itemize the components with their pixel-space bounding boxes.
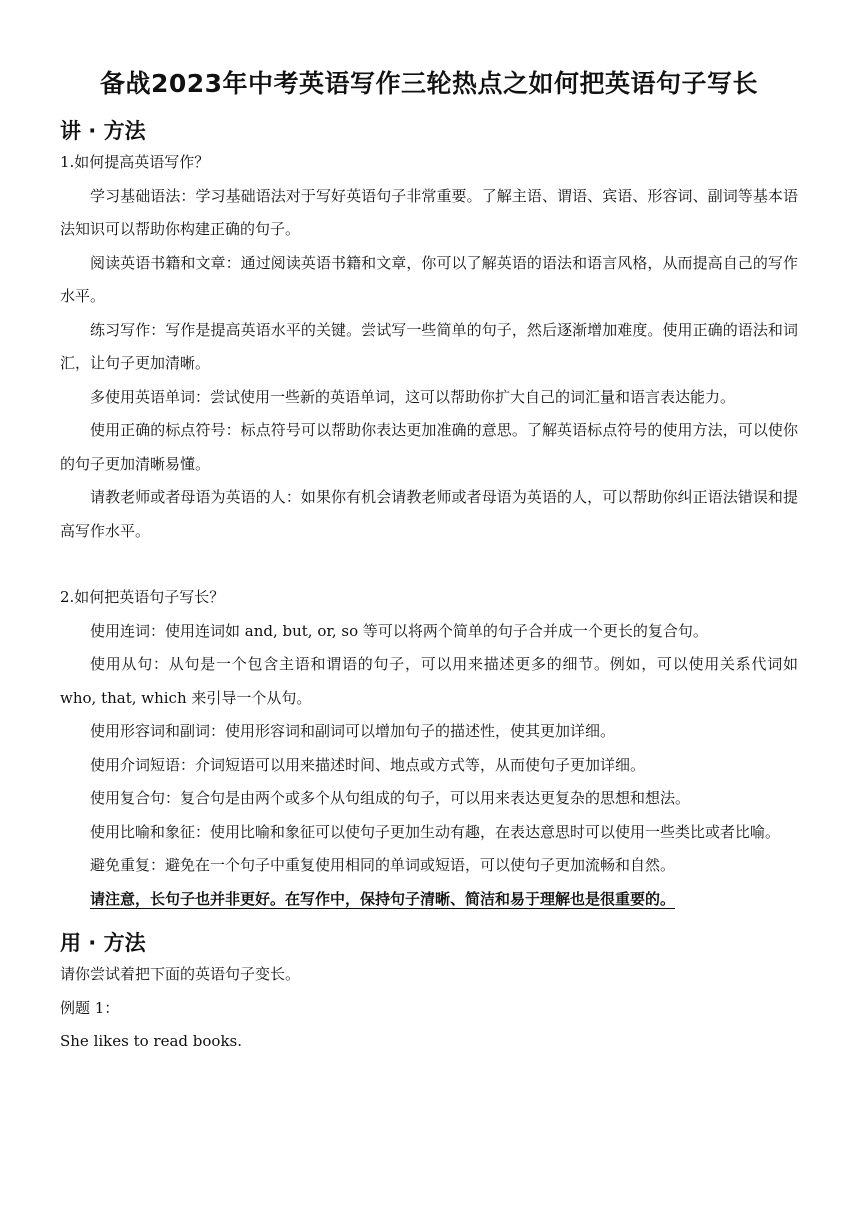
paragraph: 学习基础语法：学习基础语法对于写好英语句子非常重要。了解主语、谓语、宾语、形容词、副词等基本语法知识可以帮助你构建正确的句子。 (60, 186, 798, 238)
paragraph: 使用连词：使用连词如 and, but, or, so 等可以将两个简单的句子合并成一个更长的复合句。 (90, 621, 708, 640)
paragraph: 使用正确的标点符号：标点符号可以帮助你表达更加准确的意思。了解英语标点符号的使用方法，可以使你的句子更加清晰易懂。 (60, 421, 798, 473)
question-1: 1.如何提高英语写作？ (60, 153, 210, 171)
paragraph: 使用从句：从句是一个包含主语和谓语的句子，可以用来描述更多的细节。例如，可以使用关系代词如 who, that, which 来引导一个从句。 (60, 655, 798, 707)
practice-instruction: 请你尝试着把下面的英语句子变长。 (60, 965, 301, 983)
section-heading-practice: 用 · 方法 (60, 931, 146, 955)
paragraph: 避免重复：避免在一个句子中重复使用相同的单词或短语，可以使句子更加流畅和自然。 (90, 856, 676, 874)
example-sentence: She likes to read books. (60, 1032, 243, 1050)
important-note-text: 请注意，长句子也并非更好。在写作中，保持句子清晰、简洁和易于理解也是很重要的。 (90, 889, 676, 908)
important-note (60, 883, 798, 917)
paragraph: 请教老师或者母语为英语的人：如果你有机会请教老师或者母语为英语的人，可以帮助你纠正语法错误和提高写作水平。 (60, 488, 798, 540)
example-label: 例题 1： (60, 998, 120, 1017)
section-heading-method: 讲 · 方法 (60, 119, 146, 143)
paragraph: 使用形容词和副词：使用形容词和副词可以增加句子的描述性，使其更加详细。 (90, 722, 616, 740)
page-title: 备战2023年中考英语写作三轮热点之如何把英语句子写长 (99, 69, 759, 98)
paragraph: 使用比喻和象征：使用比喻和象征可以使句子更加生动有趣，在表达意思时可以使用一些类比或者比喻。 (90, 822, 781, 841)
paragraph: 阅读英语书籍和文章：通过阅读英语书籍和文章，你可以了解英语的语法和语言风格，从而提高自己的写作水平。 (60, 253, 798, 305)
paragraph: 练习写作：写作是提高英语水平的关键。尝试写一些简单的句子，然后逐渐增加难度。使用正确的语法和词汇，让句子更加清晰。 (60, 320, 798, 372)
paragraph: 使用介词短语：介词短语可以用来描述时间、地点或方式等，从而使句子更加详细。 (90, 755, 646, 774)
spacer (60, 548, 798, 581)
paragraph: 使用复合句：复合句是由两个或多个从句组成的句子，可以用来表达更复杂的思想和想法。 (90, 789, 691, 807)
question-2: 2.如何把英语句子写长？ (60, 588, 225, 606)
paragraph: 多使用英语单词：尝试使用一些新的英语单词，这可以帮助你扩大自己的词汇量和语言表达能力。 (90, 387, 736, 406)
